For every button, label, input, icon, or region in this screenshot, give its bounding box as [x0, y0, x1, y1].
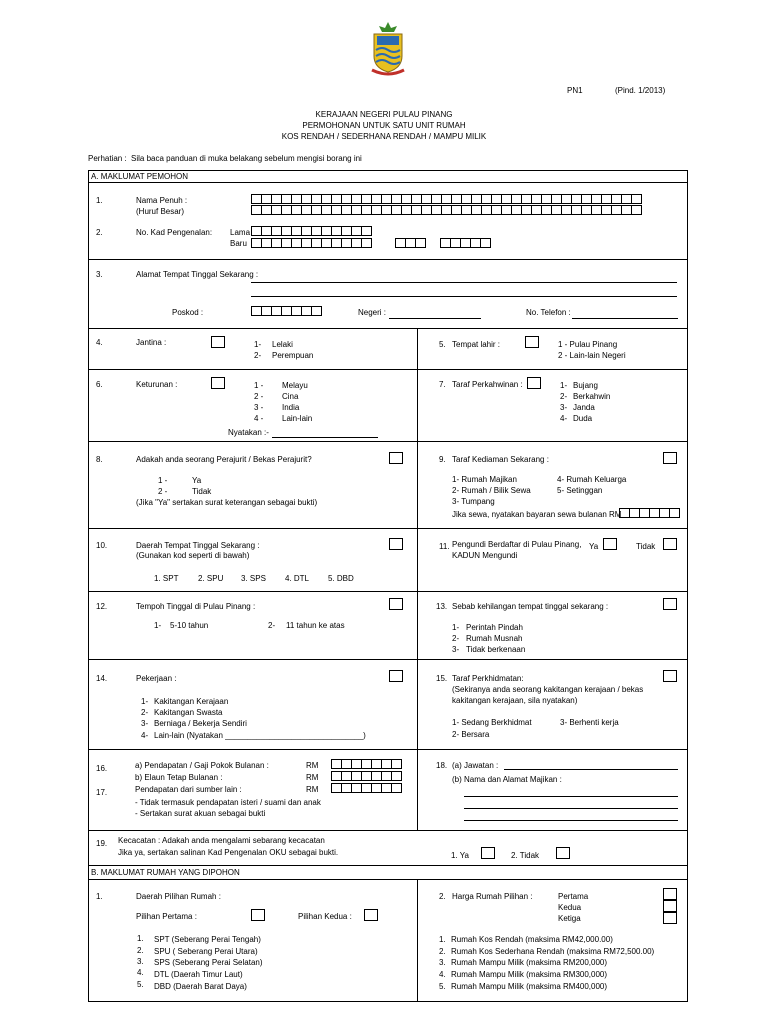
b-q1-number: 1. — [96, 892, 103, 901]
postcode-label: Poskod : — [172, 308, 204, 317]
gender-opt-1: Lelaki — [272, 340, 293, 349]
ethnicity-opt-3: India — [282, 403, 300, 412]
district-hint: (Gunakan kod seperti di bawah) — [136, 551, 250, 560]
income-note-2: - Sertakan surat akuan sebagai bukti — [135, 809, 266, 818]
title-line-2: PERMOHONAN UNTUK SATU UNIT RUMAH — [302, 121, 466, 130]
marital-opt-2-num: 2- — [560, 392, 568, 401]
veteran-note: (Jika "Ya" sertakan surat keterangan sebagai bukti) — [136, 498, 318, 507]
income-note-1: - Tidak termasuk pendapatan isteri / suami dan anak — [135, 798, 321, 807]
occupation-opt-1: Kakitangan Kerajaan — [154, 697, 229, 706]
allowance-cells[interactable] — [331, 771, 401, 781]
disability-label: Kecacatan : Adakah anda mengalami sebarang kecacatan — [118, 836, 325, 845]
district-label: Daerah Tempat Tinggal Sekarang : — [136, 541, 260, 550]
residence-box[interactable] — [663, 452, 677, 464]
q2-number: 2. — [96, 228, 103, 237]
price-opt-3-num: 3. — [439, 958, 446, 967]
marital-opt-3: Janda — [573, 403, 595, 412]
input-cell[interactable] — [361, 238, 372, 248]
occupation-opt-1-num: 1- — [141, 697, 149, 706]
rank-first-box[interactable] — [663, 888, 677, 900]
ethnicity-opt-4-num: 4 - — [254, 414, 264, 423]
section-a-heading: A. MAKLUMAT PEMOHON — [91, 172, 189, 181]
district-box[interactable] — [389, 538, 403, 550]
q5-number: 5. — [439, 340, 446, 349]
displacement-opt-2-num: 2- — [452, 634, 460, 643]
ethnicity-box[interactable] — [211, 377, 225, 389]
veteran-box[interactable] — [389, 452, 403, 464]
marital-opt-4: Duda — [573, 414, 593, 423]
displacement-opt-2: Rumah Musnah — [466, 634, 523, 643]
input-cell[interactable] — [361, 226, 372, 236]
voter-no-label: Tidak — [636, 542, 656, 551]
displacement-box[interactable] — [663, 598, 677, 610]
gender-label: Jantina : — [136, 338, 167, 347]
service-opt-2: 2- Bersara — [452, 730, 490, 739]
price-opt-1-num: 1. — [439, 935, 446, 944]
q9-number: 9. — [439, 455, 446, 464]
duration-opt-1: 5-10 tahun — [170, 621, 209, 630]
postcode-cells[interactable] — [251, 306, 321, 316]
first-choice-box[interactable] — [251, 909, 265, 921]
birthplace-opt-2: 2 - Lain-lain Negeri — [558, 351, 626, 360]
service-opt-3: 3- Berhenti kerja — [560, 718, 619, 727]
q15-number: 15. — [436, 674, 448, 683]
input-cell[interactable] — [480, 238, 491, 248]
b-district-4: DTL (Daerah Timur Laut) — [154, 970, 243, 979]
preferred-district-label: Daerah Pilihan Rumah : — [136, 892, 221, 901]
q11-number: 11. — [439, 542, 450, 551]
ethnicity-opt-3-num: 3 - — [254, 403, 264, 412]
marital-opt-2: Berkahwin — [573, 392, 611, 401]
birthplace-box[interactable] — [525, 336, 539, 348]
ic-new-cells-2[interactable] — [395, 238, 425, 248]
ic-new-label: Baru — [230, 239, 247, 248]
residence-label: Taraf Kediaman Sekarang : — [452, 455, 549, 464]
district-code-5: 5. DBD — [328, 574, 354, 583]
address-line-2[interactable] — [251, 296, 677, 297]
notice-text: Sila baca panduan di muka belakang sebelum mengisi borang ini — [131, 154, 362, 163]
rank-second-label: Kedua — [558, 903, 582, 912]
address-label: Alamat Tempat Tinggal Sekarang : — [136, 270, 259, 279]
b-district-3-num: 3. — [137, 957, 144, 966]
voter-yes-box[interactable] — [603, 538, 617, 550]
marital-opt-4-num: 4- — [560, 414, 568, 423]
b-district-3: SPS (Seberang Perai Selatan) — [154, 958, 263, 967]
form-revision: (Pind. 1/2013) — [615, 86, 666, 95]
ethnicity-opt-2-num: 2 - — [254, 392, 264, 401]
rank-third-box[interactable] — [663, 912, 677, 924]
voter-yes-label: Ya — [589, 542, 599, 551]
full-name-hint: (Huruf Besar) — [136, 207, 185, 216]
q7-number: 7. — [439, 380, 446, 389]
residence-opt-2: 2- Rumah / Bilik Sewa — [452, 486, 531, 495]
ethnicity-label: Keturunan : — [136, 380, 178, 389]
b-district-4-num: 4. — [137, 968, 144, 977]
position-line[interactable] — [504, 769, 678, 770]
duration-box[interactable] — [389, 598, 403, 610]
input-cell[interactable] — [631, 205, 642, 215]
notice-label: Perhatian : — [88, 154, 127, 163]
q4-number: 4. — [96, 338, 103, 347]
service-label: Taraf Perkhidmatan: — [452, 674, 524, 683]
employer-label: (b) Nama dan Alamat Majikan : — [452, 775, 562, 784]
disability-no-box[interactable] — [556, 847, 570, 859]
q13-number: 13. — [436, 602, 448, 611]
disability-hint: Jika ya, sertakan salinan Kad Pengenalan OKU sebagai bukti. — [118, 848, 339, 857]
q14-number: 14. — [96, 674, 108, 683]
service-box[interactable] — [663, 670, 677, 682]
veteran-label: Adakah anda seorang Perajurit / Bekas Perajurit? — [136, 455, 312, 464]
price-opt-3: Rumah Mampu Milik (maksima RM200,000) — [451, 958, 608, 967]
employer-line-1[interactable] — [464, 796, 678, 797]
birthplace-opt-1: 1 - Pulau Pinang — [558, 340, 618, 349]
gender-opt-1-num: 1- — [254, 340, 262, 349]
duration-opt-2: 11 tahun ke atas — [286, 621, 345, 630]
q16-number: 16. — [96, 764, 108, 773]
price-opt-4-num: 4. — [439, 970, 446, 979]
residence-opt-3: 3- Tumpang — [452, 497, 495, 506]
veteran-opt-1-num: 1 - — [158, 476, 168, 485]
ic-label: No. Kad Pengenalan: — [136, 228, 213, 237]
occupation-label: Pekerjaan : — [136, 674, 177, 683]
house-price-label: Harga Rumah Pilihan : — [452, 892, 533, 901]
ethnicity-specify-label: Nyatakan :- — [228, 428, 269, 437]
occupation-opt-3-num: 3- — [141, 719, 149, 728]
b-district-1-num: 1. — [137, 934, 144, 943]
rent-label: Jika sewa, nyatakan bayaran sewa bulanan RM — [452, 510, 622, 519]
ic-new-cells-1[interactable] — [251, 238, 371, 248]
form-code: PN1 — [567, 86, 583, 95]
b-district-5-num: 5. — [137, 980, 144, 989]
position-label: (a) Jawatan : — [452, 761, 499, 770]
gender-opt-2: Perempuan — [272, 351, 314, 360]
state-crest — [368, 20, 408, 78]
q10-number: 10. — [96, 541, 108, 550]
b-district-1: SPT (Seberang Perai Tengah) — [154, 935, 261, 944]
section-b-heading: B. MAKLUMAT RUMAH YANG DIPOHON — [91, 868, 240, 877]
input-cell[interactable] — [631, 194, 642, 204]
gender-opt-2-num: 2- — [254, 351, 262, 360]
form-frame — [88, 170, 688, 1002]
residence-opt-1: 1- Rumah Majikan — [452, 475, 517, 484]
q19-number: 19. — [96, 839, 108, 848]
salary-rm: RM — [306, 761, 319, 770]
residence-opt-5: 5- Setinggan — [557, 486, 603, 495]
marital-opt-3-num: 3- — [560, 403, 568, 412]
displacement-opt-1: Perintah Pindah — [466, 623, 523, 632]
input-cell[interactable] — [391, 759, 402, 769]
q3-number: 3. — [96, 270, 103, 279]
input-cell[interactable] — [669, 508, 680, 518]
marital-opt-1-num: 1- — [560, 381, 568, 390]
allowance-rm: RM — [306, 773, 319, 782]
voter-no-box[interactable] — [663, 538, 677, 550]
occupation-opt-4: Lain-lain (Nyatakan _______________________________) — [154, 731, 366, 740]
b-district-2-num: 2. — [137, 946, 144, 955]
first-choice-label: Pilihan Pertama : — [136, 912, 197, 921]
veteran-opt-2: Tidak — [192, 487, 212, 496]
second-choice-box[interactable] — [364, 909, 378, 921]
rent-cells[interactable] — [619, 508, 679, 518]
ic-new-cells-3[interactable] — [440, 238, 490, 248]
marital-opt-1: Bujang — [573, 381, 598, 390]
price-opt-2-num: 2. — [439, 947, 446, 956]
occupation-opt-2-num: 2- — [141, 708, 149, 717]
ic-old-label: Lama — [230, 228, 251, 237]
other-income-rm: RM — [306, 785, 319, 794]
ethnicity-opt-1-num: 1 - — [254, 381, 264, 390]
marital-label: Taraf Perkahwinan : — [452, 380, 523, 389]
duration-opt-2-num: 2- — [268, 621, 276, 630]
salary-label: a) Pendapatan / Gaji Pokok Bulanan : — [135, 761, 269, 770]
occupation-opt-2: Kakitangan Swasta — [154, 708, 223, 717]
occupation-opt-3: Berniaga / Bekerja Sendiri — [154, 719, 247, 728]
service-opt-1: 1- Sedang Berkhidmat — [452, 718, 532, 727]
q17-number: 17. — [96, 788, 108, 797]
address-line-1[interactable] — [251, 282, 677, 283]
occupation-box[interactable] — [389, 670, 403, 682]
disability-no-label: 2. Tidak — [511, 851, 540, 860]
second-choice-label: Pilihan Kedua : — [298, 912, 352, 921]
allowance-label: b) Elaun Tetap Bulanan : — [135, 773, 223, 782]
birthplace-label: Tempat lahir : — [452, 340, 501, 349]
phone-line[interactable] — [572, 318, 678, 319]
q1-number: 1. — [96, 196, 103, 205]
displacement-opt-3-num: 3- — [452, 645, 460, 654]
phone-label: No. Telefon : — [526, 308, 571, 317]
occupation-opt-4-num: 4- — [141, 731, 149, 740]
marital-box[interactable] — [527, 377, 541, 389]
service-hint-2: kakitangan kerajaan, sila nyatakan) — [452, 696, 578, 705]
other-income-label: Pendapatan dari sumber lain : — [135, 785, 242, 794]
price-opt-4: Rumah Mampu Milik (maksima RM300,000) — [451, 970, 608, 979]
district-code-3: 3. SPS — [241, 574, 266, 583]
price-opt-2: Rumah Kos Sederhana Rendah (maksima RM72,500.00) — [451, 947, 655, 956]
input-cell[interactable] — [391, 771, 402, 781]
displacement-label: Sebab kehilangan tempat tinggal sekarang : — [452, 602, 609, 611]
ic-old-cells[interactable] — [251, 226, 371, 236]
salary-cells[interactable] — [331, 759, 401, 769]
voter-label-2: KADUN Mengundi — [452, 551, 518, 560]
duration-label: Tempoh Tinggal di Pulau Pinang : — [136, 602, 256, 611]
b-q2-number: 2. — [439, 892, 446, 901]
ethnicity-opt-1: Melayu — [282, 381, 308, 390]
disability-yes-label: 1. Ya — [451, 851, 469, 860]
q6-number: 6. — [96, 380, 103, 389]
b-district-2: SPU ( Seberang Perai Utara) — [154, 947, 258, 956]
price-opt-5: Rumah Mampu Milik (maksima RM400,000) — [451, 982, 608, 991]
veteran-opt-1: Ya — [192, 476, 202, 485]
voter-label: Pengundi Berdaftar di Pulau Pinang, — [452, 540, 582, 549]
b-district-5: DBD (Daerah Barat Daya) — [154, 982, 247, 991]
district-code-1: 1. SPT — [154, 574, 179, 583]
price-opt-5-num: 5. — [439, 982, 446, 991]
title-line-1: KERAJAAN NEGERI PULAU PINANG — [315, 110, 453, 119]
gender-box[interactable] — [211, 336, 225, 348]
q18-number: 18. — [436, 761, 448, 770]
state-label: Negeri : — [358, 308, 387, 317]
rank-third-label: Ketiga — [558, 914, 581, 923]
full-name-label: Nama Penuh : — [136, 196, 188, 205]
veteran-opt-2-num: 2 - — [158, 487, 168, 496]
full-name-row-2[interactable] — [251, 205, 641, 215]
rank-second-box[interactable] — [663, 900, 677, 912]
input-cell[interactable] — [391, 783, 402, 793]
displacement-opt-3: Tidak berkenaan — [466, 645, 526, 654]
price-opt-1: Rumah Kos Rendah (maksima RM42,000.00) — [451, 935, 613, 944]
input-cell[interactable] — [311, 306, 322, 316]
q8-number: 8. — [96, 455, 103, 464]
employer-line-3[interactable] — [464, 820, 678, 821]
rank-first-label: Pertama — [558, 892, 589, 901]
displacement-opt-1-num: 1- — [452, 623, 460, 632]
residence-opt-4: 4- Rumah Keluarga — [557, 475, 627, 484]
ethnicity-specify-line[interactable] — [272, 437, 378, 438]
disability-yes-box[interactable] — [481, 847, 495, 859]
other-income-cells[interactable] — [331, 783, 401, 793]
duration-opt-1-num: 1- — [154, 621, 162, 630]
full-name-row-1[interactable] — [251, 194, 641, 204]
q12-number: 12. — [96, 602, 108, 611]
ethnicity-opt-4: Lain-lain — [282, 414, 313, 423]
ethnicity-opt-2: Cina — [282, 392, 299, 401]
input-cell[interactable] — [415, 238, 426, 248]
employer-line-2[interactable] — [464, 808, 678, 809]
state-line[interactable] — [389, 318, 481, 319]
district-code-2: 2. SPU — [198, 574, 224, 583]
title-line-3: KOS RENDAH / SEDERHANA RENDAH / MAMPU MILIK — [281, 132, 487, 141]
district-code-4: 4. DTL — [285, 574, 310, 583]
service-hint-1: (Sekiranya anda seorang kakitangan kerajaan / bekas — [452, 685, 644, 694]
